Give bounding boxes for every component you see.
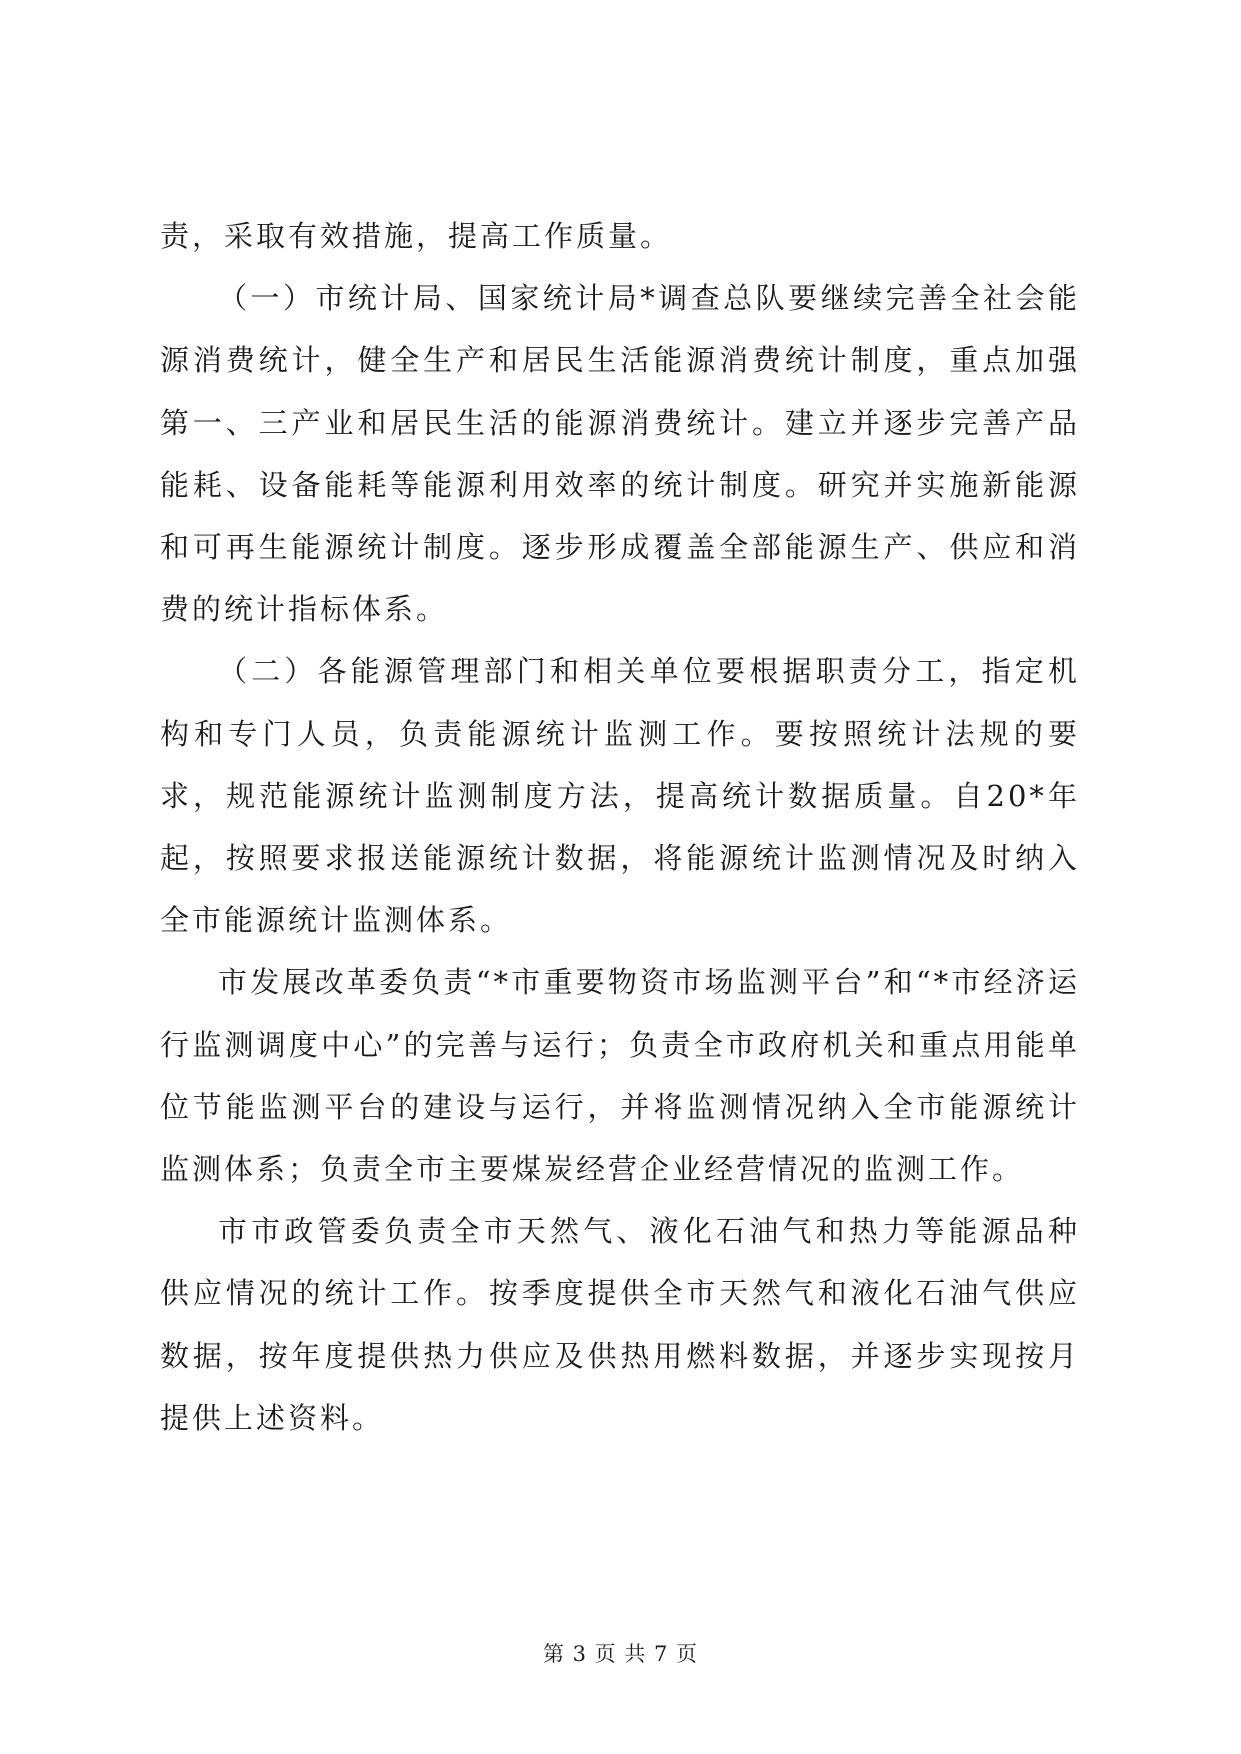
paragraph-section-two: （二）各能源管理部门和相关单位要根据职责分工，指定机构和专门人员，负责能源统计监测工作。要按照统计法规的要求，规范能源统计监测制度方法，提高统计数据质量。自20*年起，按照要求报送能源统计数据，将能源统计监测情况及时纳入全市能源统计监测体系。 xyxy=(160,654,1080,938)
paragraph-development-reform: 市发展改革委负责“*市重要物资市场监测平台”和“*市经济运行监测调度中心”的完善与运行；负责全市政府机关和重点用能单位节能监测平台的建设与运行，并将监测情况纳入全市能源统计监测体系；负责全市主要煤炭经营企业经营情况的监测工作。 xyxy=(160,965,1080,1187)
paragraph-section-one: （一）市统计局、国家统计局*调查总队要继续完善全社会能源消费统计，健全生产和居民生活能源消费统计制度，重点加强第一、三产业和居民生活的能源消费统计。建立并逐步完善产品能耗、设备能耗等能源利用效率的统计制度。研究并实施新能源和可再生能源统计制度。逐步形成覆盖全部能源生产、供应和消费的统计指标体系。 xyxy=(160,281,1080,627)
paragraph-municipal-admin: 市市政管委负责全市天然气、液化石油气和热力等能源品种供应情况的统计工作。按季度提供全市天然气和液化石油气供应数据，按年度提供热力供应及供热用燃料数据，并逐步实现按月提供上述资料。 xyxy=(160,1214,1080,1435)
paragraph-continuation: 责，采取有效措施，提高工作质量。 xyxy=(160,219,673,253)
page-number-footer: 第 3 页 共 7 页 xyxy=(542,1642,699,1666)
document-body xyxy=(160,205,1080,1449)
